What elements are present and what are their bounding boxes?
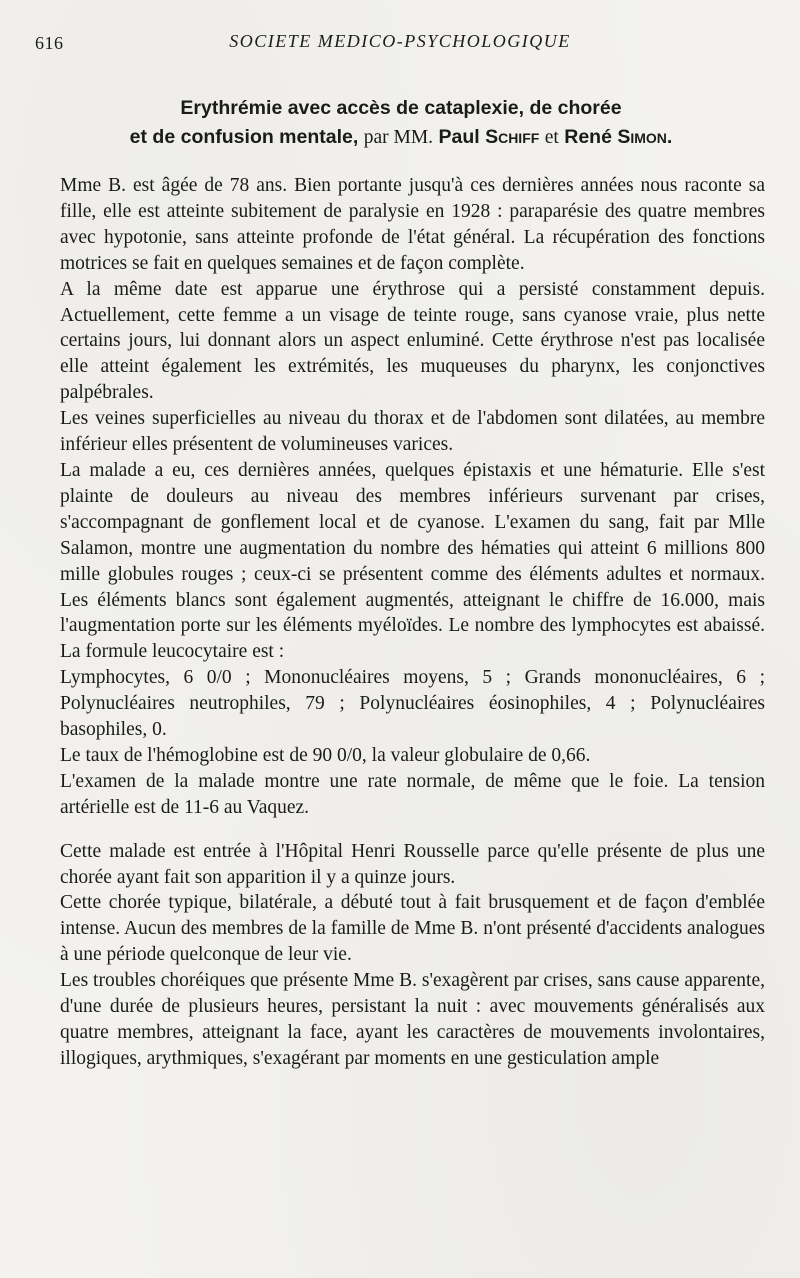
paragraph-1: Mme B. est âgée de 78 ans. Bien portante jusqu'à ces dernières années nous raconte sa fille, elle est atteinte subitement de paralysie en 1928 : paraparésie des quatre membres avec hypotonie, sans atteinte profonde de l'état général. La récupération des fonctions motrices se fait en quelques semaines et de façon complète. [60,175,765,274]
article-title [36,94,766,152]
author-2-first: René [564,126,612,148]
running-head: SOCIETE MEDICO-PSYCHOLOGIQUE [229,31,571,51]
paragraph-2: A la même date est apparue une érythrose qui a persisté constamment depuis. Actuellement, cette femme a un visage de teinte rouge, sans cyanose vraie, plus nette certains jours, lui donnant alors un aspect enluminé. Cette érythrose n'est pas localisée elle atteint également les extrémités, les muqueuses du pharynx, les conjonctives palpébrales. [60,278,765,404]
page-number: 616 [35,33,64,53]
author-1-last: Schiff [485,126,540,148]
title-connector: et [544,127,559,148]
title-end: . [666,126,673,148]
paragraph-7: L'examen de la malade montre une rate normale, de même que le foie. La tension artérielle est de 11-6 au Vaquez. [60,770,765,818]
author-2-last: Simon [617,126,667,148]
paragraph-5: Lymphocytes, 6 0/0 ; Mononucléaires moyens, 5 ; Grands mononucléaires, 6 ; Polynucléaires neutrophiles, 79 ; Polynucléaires éosinophiles, 4 ; Polynucléaires basophiles, 0. [60,667,765,741]
title-line-2-start: et de confusion mentale, [129,126,359,148]
title-line-2 [36,123,766,152]
title-par: par MM. [363,127,434,148]
paragraph-6: Le taux de l'hémoglobine est de 90 0/0, la valeur globulaire de 0,66. [60,744,591,766]
paragraph-9: Cette chorée typique, bilatérale, a débuté tout à fait brusquement et de façon d'emblée intense. Aucun des membres de la famille de Mme B. n'ont présenté d'accidents analogues à une période quelconque de leur vie. [60,892,765,966]
article-body [60,173,765,1072]
paragraph-4: La malade a eu, ces dernières années, quelques épistaxis et une hématurie. Elle s'est plainte de douleurs au niveau des membres inférieurs survenant par crises, s'accompagnant de gonflement local et de cyanose. L'examen du sang, fait par Mlle Salamon, montre une augmentation du nombre des hématies qui atteint 6 millions 800 mille globules rouges ; ceux-ci se présentent comme des éléments adultes et normaux. Les éléments blancs sont également augmentés, atteignant le chiffre de 16.000, mais l'augmentation porte sur les éléments myéloïdes. Le nombre des lymphocytes est abaissé. La formule leucocytaire est : [60,459,765,663]
paragraph-8: Cette malade est entrée à l'Hôpital Henri Rousselle parce qu'elle présente de plus une chorée ayant fait son apparition il y a quinze jours. [60,840,765,888]
author-1-first: Paul [438,126,480,148]
title-line-1: Erythrémie avec accès de cataplexie, de chorée [180,97,622,119]
paragraph-10: Les troubles choréiques que présente Mme B. s'exagèrent par crises, sans cause apparente, d'une durée de plusieurs heures, persistant la nuit : avec mouvements généralisés aux quatre membres, atteignant la face, ayant les caractères de mouvements involontaires, illogiques, arythmiques, s'exagérant par moments en une gesticulation ample [60,970,765,1069]
paragraph-3: Les veines superficielles au niveau du thorax et de l'abdomen sont dilatées, au membre inférieur elles présentent de volumineuses varices. [60,408,765,456]
